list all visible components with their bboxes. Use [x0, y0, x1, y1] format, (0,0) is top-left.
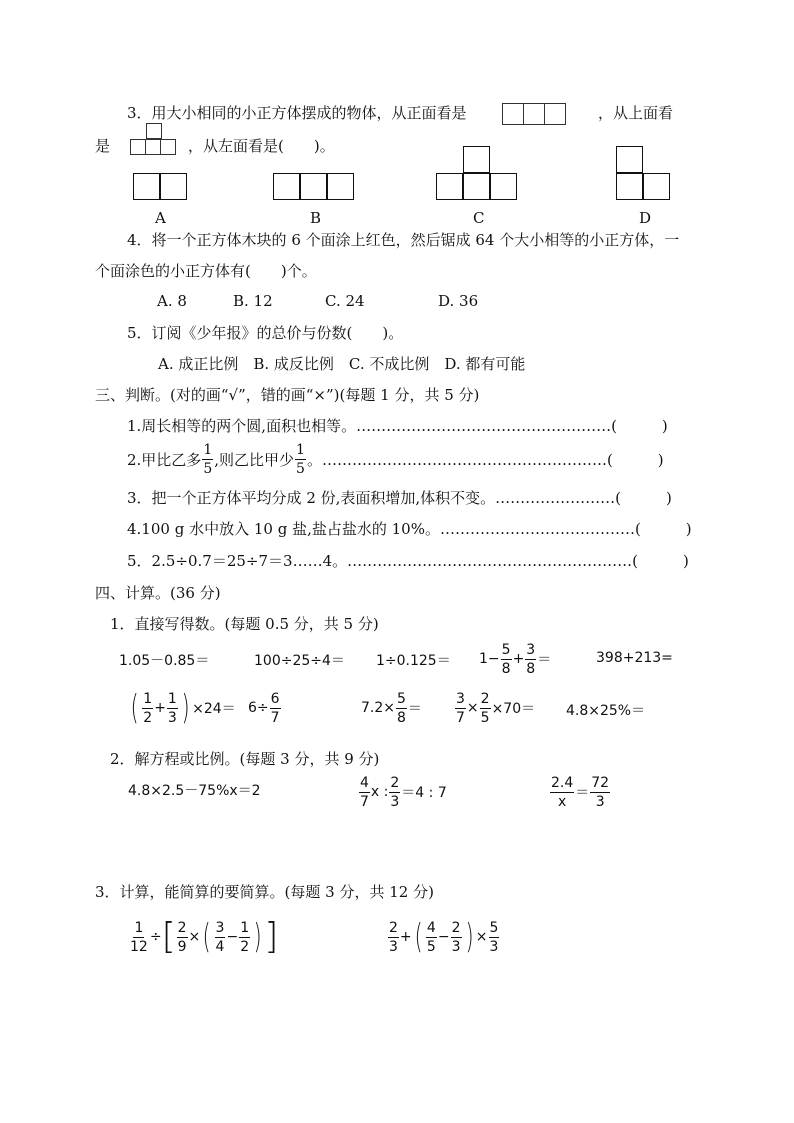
q5-text: 5．订阅《少年报》的总价与份数( )。	[127, 324, 404, 342]
judge-item-3: 3．把一个正方体平均分成 2 份,表面积增加,体积不变。……………………( )	[127, 489, 672, 507]
q4-option-b[interactable]: B. 12	[233, 292, 273, 310]
equation-3: $\frac{2.4}{x}$ ＝ $\frac{72}{3}$	[551, 774, 610, 810]
calc-1-5: 398+213=	[596, 650, 673, 666]
equation-1: 4.8×2.5－75%x＝2	[128, 783, 261, 799]
q3-line1-part2: ，从上面看	[598, 104, 674, 122]
simplify-1: $\frac{1}{12}$ ÷ [ $\frac{2}{9}$ × ( $\frac{3}{4}$ − $\frac{1}{2}$ ) ]	[130, 916, 279, 957]
judge-item-1: 1.周长相等的两个圆,面积也相等。……………………………………………( )	[127, 417, 668, 435]
option-a-label: A	[155, 209, 166, 227]
calc-2-2: 6÷ $\frac{6}{7}$	[248, 690, 280, 726]
q4-option-d[interactable]: D. 36	[438, 292, 479, 310]
q3-line1-part1: 3．用大小相同的小正方体摆成的物体，从正面看是	[127, 104, 467, 122]
section4-sub2: 2．解方程或比例。(每题 3 分，共 9 分)	[110, 750, 380, 768]
front-view-figure	[500, 103, 570, 125]
q4-option-c[interactable]: C. 24	[325, 292, 365, 310]
calc-1-2: 100÷25÷4＝	[254, 653, 345, 669]
calc-2-4-tail: ×70＝	[491, 701, 536, 717]
calc-2-1-tail: ×24＝	[192, 701, 236, 717]
q4-line1: 4．将一个正方体木块的 6 个面涂上红色，然后锯成 64 个大小相等的小正方体，一	[127, 231, 680, 249]
option-c-figure[interactable]	[436, 146, 520, 203]
option-c-label: C	[473, 209, 485, 227]
option-a-figure[interactable]	[133, 173, 189, 203]
q4-option-a[interactable]: A. 8	[157, 292, 187, 310]
section4-sub3: 3．计算，能简算的要简算。(每题 3 分，共 12 分)	[95, 883, 434, 901]
calc-1-1: 1.05－0.85＝	[119, 653, 210, 669]
simplify-2: $\frac{2}{3}$ + ( $\frac{4}{5}$ − $\frac{2}{3}$ ) × $\frac{5}{3}$	[389, 917, 499, 957]
judge-item-2-part3: 。…………………………………………………( )	[306, 450, 664, 469]
calc-2-5: 4.8×25%＝	[566, 703, 646, 719]
option-b-figure[interactable]	[273, 173, 357, 203]
calc-1-3: 1÷0.125＝	[376, 653, 451, 669]
top-view-figure	[130, 123, 180, 157]
calc-2-3-head: 7.2×	[361, 700, 395, 716]
equation-2-tail: ＝4 : 7	[401, 785, 447, 801]
calc-2-2-head: 6÷	[248, 700, 269, 716]
judge-item-2	[127, 442, 664, 476]
judge-item-2-part2: ,则乙比甲少	[214, 450, 295, 469]
equation-2-mid: x :	[370, 784, 389, 800]
judge-item-4: 4.100 g 水中放入 10 g 盐,盐占盐水的 10%。…………………………………( )	[127, 520, 692, 538]
q5-options: A. 成正比例 B. 成反比例 C. 不成比例 D. 都有可能	[158, 355, 526, 373]
q4-line2: 个面涂色的小正方体有( )个。	[95, 262, 317, 280]
calc-1-4: 1− $\frac{5}{8}$ + $\frac{3}{8}$ ＝	[479, 641, 552, 677]
judge-item-2-part1: 2.甲比乙多	[127, 450, 202, 469]
equation-2: $\frac{4}{7}$ x : $\frac{2}{3}$ ＝4 : 7	[360, 774, 447, 810]
judge-item-5: 5．2.5÷0.7＝25÷7＝3……4。…………………………………………………( )	[127, 552, 689, 570]
option-d-figure[interactable]	[616, 146, 672, 203]
calc-2-4: $\frac{3}{7}$ × $\frac{2}{5}$ ×70＝	[456, 690, 536, 726]
q3-line2-part1: 是	[95, 137, 111, 155]
section3-title: 三、判断。(对的画“√”，错的画“×”)(每题 1 分，共 5 分)	[95, 386, 480, 404]
calc-2-1: ( $\frac{1}{2}$ + $\frac{1}{3}$ ) ×24＝	[130, 688, 236, 728]
option-d-label: D	[639, 209, 652, 227]
section4-title: 四、计算。(36 分)	[95, 584, 221, 602]
section4-sub1: 1．直接写得数。(每题 0.5 分，共 5 分)	[110, 615, 379, 633]
option-b-label: B	[310, 209, 322, 227]
fraction-one-fifth: $\frac{1}{5}$	[296, 441, 305, 477]
q3-line2-part2: ，从左面看是( )。	[188, 137, 335, 155]
fraction-one-fifth: $\frac{1}{5}$	[203, 441, 213, 477]
calc-2-3: 7.2× $\frac{5}{8}$ ＝	[361, 690, 422, 726]
